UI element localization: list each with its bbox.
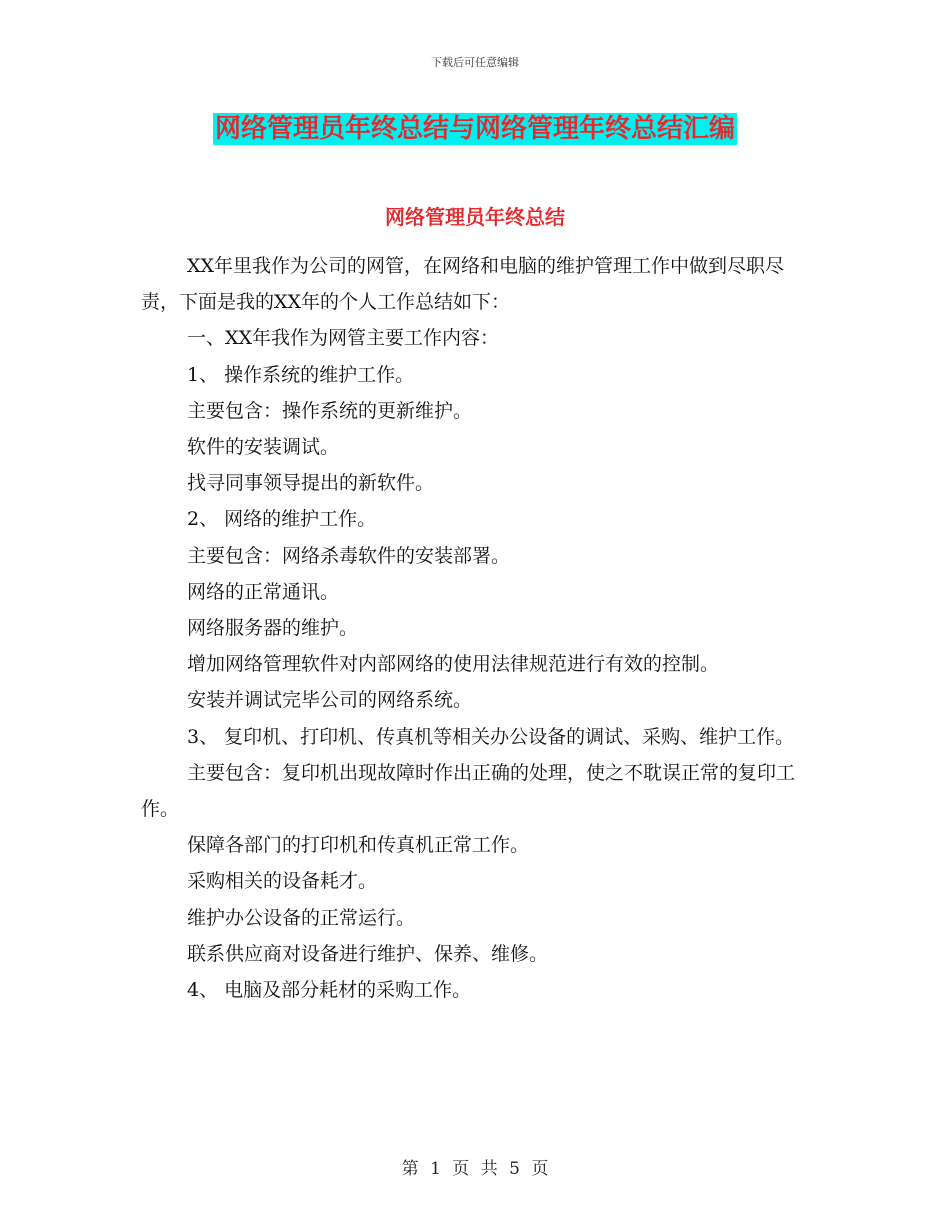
section-title: 网络管理员年终总结 <box>385 205 565 229</box>
paragraph: 一、XX年我作为网管主要工作内容： <box>187 327 500 350</box>
document-body <box>141 248 807 1008</box>
paragraph: 联系供应商对设备进行维护、保养、维修。 <box>187 942 549 965</box>
paragraph: 采购相关的设备耗才。 <box>187 870 378 893</box>
paragraph: XX年里我作为公司的网管，在网络和电脑的维护管理工作中做到尽职尽责，下面是我的XX年的个人工作总结如下： <box>141 255 785 314</box>
paragraph: 3、 复印机、打印机、传真机等相关办公设备的调试、采购、维护工作。 <box>187 725 795 748</box>
paragraph: 网络服务器的维护。 <box>187 617 359 640</box>
paragraph: 主要包含：网络杀毒软件的安装部署。 <box>187 544 511 567</box>
paragraph: 维护办公设备的正常运行。 <box>187 906 416 929</box>
paragraph: 1、 操作系统的维护工作。 <box>187 363 415 386</box>
paragraph: 保障各部门的打印机和传真机正常工作。 <box>187 834 530 857</box>
page-header-note: 下载后可任意编辑 <box>431 56 519 69</box>
document-title-container <box>0 113 950 145</box>
document-title: 网络管理员年终总结与网络管理年终总结汇编 <box>214 114 735 144</box>
paragraph: 网络的正常通讯。 <box>187 580 340 603</box>
paragraph: 主要包含：复印机出现故障时作出正确的处理，使之不耽误正常的复印工作。 <box>141 761 796 821</box>
paragraph: 安装并调试完毕公司的网络系统。 <box>187 689 473 712</box>
paragraph: 4、 电脑及部分耗材的采购工作。 <box>187 979 472 1002</box>
paragraph: 主要包含：操作系统的更新维护。 <box>187 399 473 422</box>
paragraph: 软件的安装调试。 <box>187 436 340 459</box>
paragraph: 找寻同事领导提出的新软件。 <box>187 472 435 495</box>
paragraph: 2、 网络的维护工作。 <box>187 508 377 531</box>
paragraph: 增加网络管理软件对内部网络的使用法律规范进行有效的控制。 <box>187 653 720 676</box>
page-number: 第 1 页 共 5 页 <box>401 1159 549 1179</box>
